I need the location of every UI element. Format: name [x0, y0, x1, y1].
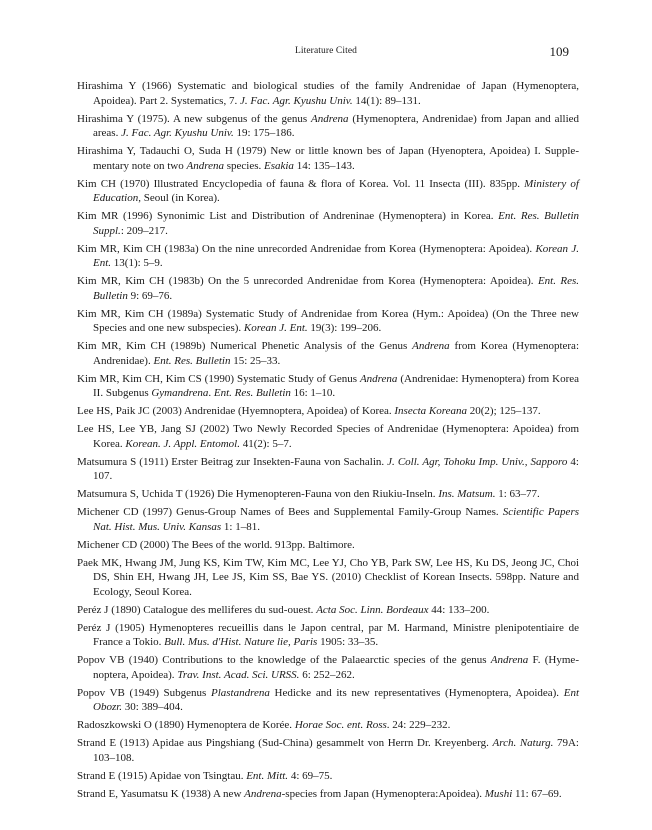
reference-text: 16: 1–10. — [290, 387, 336, 399]
reference-text: (Hymenoptera, Andrenidae) from Japan and allied areas. — [93, 112, 580, 139]
reference-text: Popov VB (1949) Subgenus — [77, 686, 211, 699]
reference-text: 13(1): 5–9. — [111, 257, 163, 269]
reference-text: 4: 69–75. — [288, 769, 333, 782]
reference-text: Kim MR, Kim CH (1989a) Systematic Study of Andrenidae from Korea (Hym.: Apoidea) (On the Three new Species and one new subspecies). — [77, 307, 579, 334]
reference-text: Lee HS, Paik JC (2003) Andrenidae (Hyemnoptera, Apoidea) of Korea. — [77, 405, 395, 417]
reference-entry — [77, 307, 579, 336]
reference-text: 11: 67–69. — [512, 787, 562, 800]
reference-entry — [77, 144, 579, 173]
reference-italic-text: Acta Soc. Linn. Bordeaux — [316, 603, 429, 616]
reference-entry — [77, 686, 579, 715]
reference-text: -species from Japan (Hymenoptera:Apoidea). — [281, 787, 485, 800]
reference-text: 44: 133–200. — [428, 603, 490, 616]
reference-italic-text: Ins. Matsum. — [438, 488, 496, 500]
reference-entry — [77, 372, 579, 401]
reference-text: 19: 175–186. — [233, 127, 295, 139]
reference-text: 41(2): 5–7. — [239, 437, 292, 450]
reference-italic-text: Andrena — [412, 340, 450, 352]
reference-text: 6: 252–262. — [299, 668, 355, 681]
reference-text: 1: 1–81. — [221, 520, 260, 533]
reference-entry — [77, 79, 579, 108]
reference-italic-text: Korean. J. Appl. Entomol. — [125, 437, 240, 450]
reference-text: species. — [223, 159, 264, 172]
reference-text: Hedicke and its new representatives (Hymenoptera, Apoidea). — [269, 686, 564, 699]
reference-italic-text: Plastandrena — [210, 686, 270, 699]
reference-italic-text: Mushi — [484, 787, 513, 800]
reference-entry — [77, 603, 579, 618]
reference-entry — [77, 718, 579, 733]
reference-entry — [77, 112, 579, 141]
reference-text: . — [208, 387, 214, 399]
reference-text: Peréz J (1890) Catalogue des melliferes du sud-ouest. — [77, 603, 317, 616]
reference-text: Matsumura S (1911) Erster Beitrag zur Insekten-Fauna von Sachalin. — [77, 455, 388, 468]
reference-italic-text: Korean J. Ent. — [243, 322, 308, 334]
reference-entry — [77, 769, 579, 784]
reference-italic-text: Korean J. Ent. — [93, 242, 579, 269]
reference-entry — [77, 242, 579, 271]
reference-text: , Seoul (in Korea). — [138, 192, 220, 204]
reference-text: . 24: 229–232. — [386, 719, 451, 731]
page-number: 109 — [549, 44, 569, 59]
reference-text: Kim MR, Kim CH (1983b) On the 5 unrecorded Andrenidae from Korea (Hymenoptera: Apoidea). — [77, 275, 538, 287]
reference-text: Michener CD (1997) Genus-Group Names of Bees and Supplemental Family-Group Names. — [77, 506, 503, 518]
reference-text: Hirashima Y (1966) Systematic and biological studies of the family Andrenidae of Japan (Hymenoptera, Apoidea). Part 2. Systematics, 7. — [77, 80, 579, 107]
reference-italic-text: J. Fac. Agr. Kyushu Univ. — [239, 94, 353, 107]
reference-text: 9: 69–76. — [127, 289, 173, 302]
reference-text: from Korea (Hymenoptera: Andrenidae). — [93, 340, 579, 367]
reference-entry — [77, 455, 579, 484]
reference-text: (Andrenidae: Hymenoptera) from Korea II. Subgenus — [93, 372, 580, 399]
reference-text: Matsumura S, Uchida T (1926) Die Hymenopteren-Fauna von den Riukiu-Inseln. — [77, 488, 439, 500]
reference-text: Popov VB (1940) Contributions to the knowledge of the Palaearctic species of the genus — [77, 654, 491, 666]
reference-entry — [77, 177, 579, 206]
reference-text: 1905: 33–35. — [317, 636, 379, 648]
reference-text: Hirashima Y (1975). A new subgenus of the genus — [77, 112, 311, 125]
reference-italic-text: Ministery of Education — [93, 177, 579, 204]
reference-entry — [77, 209, 579, 238]
reference-text: 4: 107. — [93, 455, 579, 482]
reference-italic-text: Ent. Mitt. — [246, 769, 289, 782]
reference-entry — [77, 274, 579, 303]
reference-italic-text: J. Coll. Agr, Tohoku Imp. Univ., Sapporo — [387, 455, 568, 468]
reference-entry — [77, 736, 579, 765]
reference-italic-text: Arch. Naturg. — [492, 737, 554, 749]
reference-italic-text: Andrena — [244, 787, 282, 800]
reference-text: Hirashima Y, Tadauchi O, Suda H (1979) New or little known bes of Japan (Hyenoptera, Apoidea) I. Supplementary note on two — [77, 145, 579, 172]
reference-text: Kim CH (1970) Illustrated Encyclopedia of fauna & flora of Korea. Vol. 11 Insecta (III). 835pp. — [77, 177, 525, 190]
reference-entry — [77, 404, 579, 419]
reference-entry — [77, 339, 579, 368]
reference-entry — [77, 556, 579, 600]
reference-text: Peréz J (1905) Hymenopteres recueillis dans le Japon central, par M. Harmand, Ministre plenipotentiaire de France a Tokio. — [77, 621, 579, 648]
reference-entry — [77, 653, 579, 682]
reference-text: 79A: 103–108. — [93, 737, 579, 764]
reference-text: Michener CD (2000) The Bees of the world. 913pp. Baltimore. — [77, 538, 355, 551]
reference-italic-text: Scientific Papers Nat. Hist. Mus. Univ. Kansas — [93, 506, 580, 533]
reference-text: 14: 135–143. — [293, 159, 355, 172]
reference-italic-text: Gymandrena — [151, 387, 209, 399]
reference-text: : 209–217. — [120, 224, 168, 237]
reference-list — [77, 79, 579, 801]
reference-italic-text: Insecta Koreana — [394, 405, 467, 417]
reference-italic-text: Horae Soc. ent. Ross — [294, 719, 387, 731]
reference-entry — [77, 422, 579, 451]
reference-entry — [77, 787, 579, 802]
reference-text: Radoszkowski O (1890) Hymenoptera de Korée. — [77, 719, 295, 731]
reference-text: F. (Hymenoptera, Apoidea). — [93, 654, 579, 681]
reference-italic-text: Bull. Mus. d'Hist. Nature lie, Paris — [164, 636, 318, 648]
reference-entry — [77, 505, 579, 534]
reference-italic-text: Ent. Res. Bulletin — [153, 354, 231, 367]
reference-italic-text: Trav. Inst. Acad. Sci. URSS. — [177, 668, 300, 681]
reference-text: Kim MR, Kim CH (1989b) Numerical Phenetic Analysis of the Genus — [77, 340, 413, 352]
reference-text: 14(1): 89–131. — [352, 94, 421, 107]
reference-text: Strand E (1915) Apidae von Tsingtau. — [77, 769, 247, 782]
reference-italic-text: Andrena — [311, 112, 349, 125]
reference-text: 20(2); 125–137. — [467, 405, 541, 417]
reference-text: 1: 63–77. — [495, 488, 540, 500]
reference-italic-text: Andrena — [359, 372, 398, 385]
reference-text: Kim MR (1996) Synonimic List and Distribution of Andreninae (Hymenoptera) in Korea. — [77, 210, 499, 222]
reference-text: Kim MR, Kim CH (1983a) On the nine unrecorded Andrenidae from Korea (Hymenoptera: Apoidea). — [77, 242, 536, 255]
reference-italic-text: Ent. Res. Bulletin — [93, 275, 579, 302]
reference-entry — [77, 487, 579, 502]
reference-italic-text: J. Fac. Agr. Kyushu Univ. — [121, 127, 234, 139]
reference-text: Strand E (1913) Apidae aus Pingshiang (Sud-China) gesammelt von Herrn Dr. Kreyenberg. — [77, 737, 493, 749]
reference-italic-text: Ent. Res. Bulletin Suppl. — [93, 210, 580, 237]
reference-text: Kim MR, Kim CH, Kim CS (1990) Systematic Study of Genus — [77, 372, 360, 385]
reference-italic-text: Ent Obozr. — [93, 686, 579, 713]
section-title: Literature Cited — [294, 46, 357, 56]
reference-entry — [77, 621, 579, 650]
reference-text: 15: 25–33. — [230, 354, 281, 367]
reference-text: Strand E, Yasumatsu K (1938) A new — [77, 787, 245, 800]
reference-text: 30: 389–404. — [122, 701, 183, 713]
reference-italic-text: Ent. Res. Bulletin — [213, 387, 291, 399]
reference-italic-text: Andrena — [490, 654, 529, 666]
reference-text: Paek MK, Hwang JM, Jung KS, Kim TW, Kim MC, Lee YJ, Cho YB, Park SW, Lee HS, Ku DS, Jeong JC, Choi DS, Shin EH, Hwang JH, Lee JS, Kim SS, Bae YS. (2010) Checklist of Korean Insects. 598pp. Nature and Ecology, Seoul Korea. — [77, 556, 579, 598]
reference-text: Lee HS, Lee YB, Jang SJ (2002) Two Newly Recorded Species of Andrenidae (Hymenoptera: Apoidea) from Korea. — [77, 423, 579, 450]
reference-text: 19(3): 199–206. — [307, 322, 382, 334]
reference-italic-text: Andrena — [186, 159, 224, 172]
reference-italic-text: Esakia — [263, 159, 294, 172]
reference-entry — [77, 538, 579, 553]
